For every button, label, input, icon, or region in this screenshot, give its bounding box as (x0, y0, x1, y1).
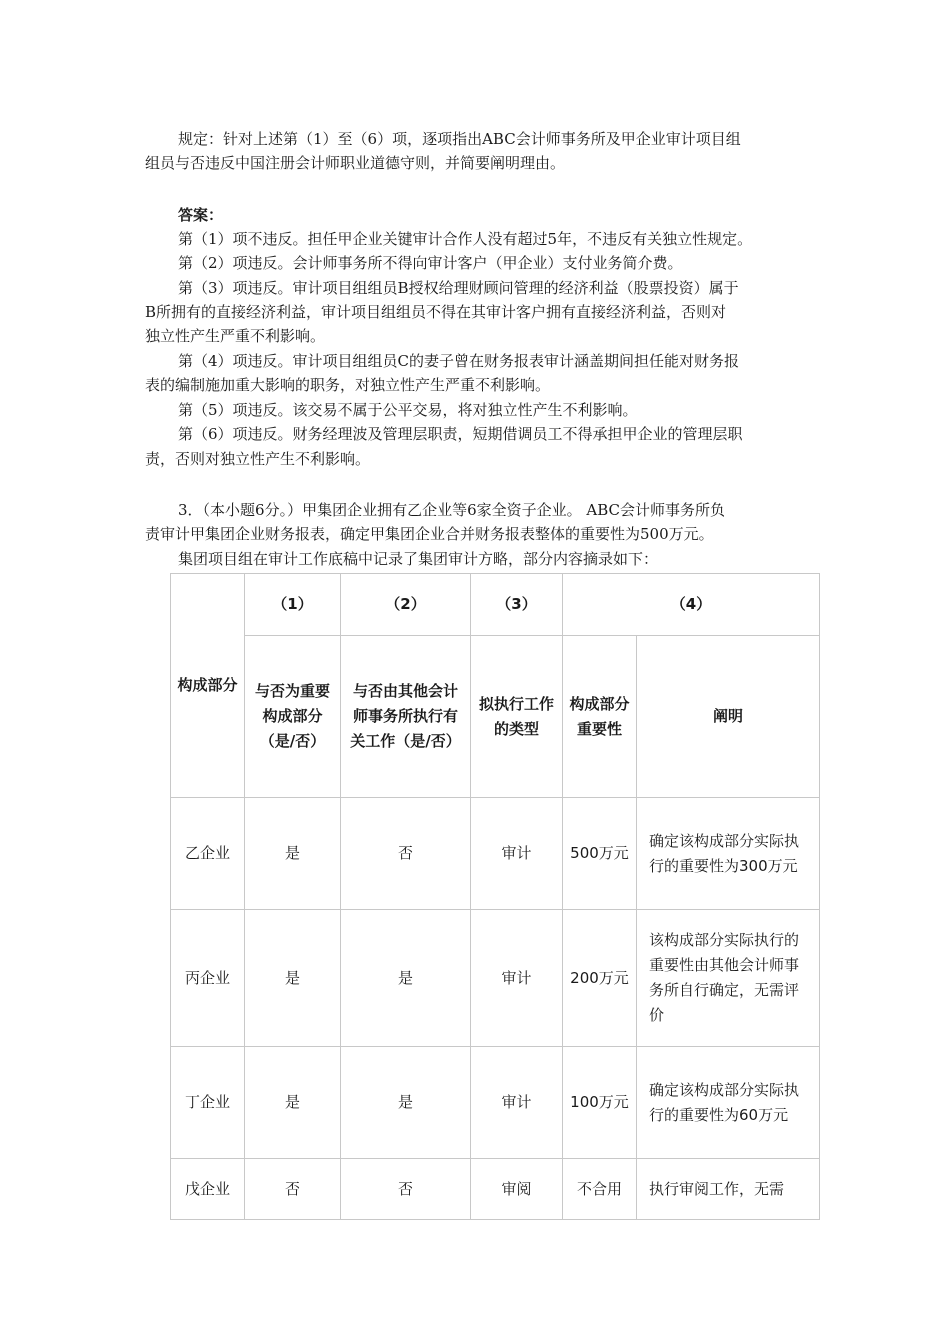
row-materiality: 200万元 (563, 910, 637, 1047)
group-audit-strategy-table (170, 573, 820, 1220)
answer-item-6-line-2: 责，否则对独立性产生不利影响。 (145, 450, 371, 468)
row-is-significant: 是 (245, 910, 341, 1047)
table-row (171, 1159, 820, 1220)
row-is-significant: 是 (245, 1047, 341, 1159)
requirement-line-2: 组员与否违反中国注册会计师职业道德守则，并简要阐明理由。 (145, 154, 566, 172)
table-row (171, 798, 820, 910)
row-component-name: 乙企业 (171, 798, 245, 910)
table-row (171, 910, 820, 1047)
answer-item-5: 第（5）项违反。该交易不属于公平交易，将对独立性产生不利影响。 (178, 401, 638, 419)
answer-heading: 答案： (178, 206, 224, 224)
row-materiality: 100万元 (563, 1047, 637, 1159)
answer-item-3-line-2: B所拥有的直接经济利益，审计项目组组员不得在其审计客户拥有直接经济利益，否则对 (145, 303, 727, 321)
header-other-firm: 与否由其他会计师事务所执行有关工作（是/否） (341, 636, 471, 798)
row-materiality: 不合用 (563, 1159, 637, 1220)
row-other-firm: 否 (341, 1159, 471, 1220)
table-header-row-titles (171, 636, 820, 798)
answer-item-4-line-1: 第（4）项违反。审计项目组组员C的妻子曾在财务报表审计涵盖期间担任能对财务报 (178, 352, 740, 370)
header-work-type: 拟执行工作的类型 (471, 636, 563, 798)
question-3-line-3: 集团项目组在审计工作底稿中记录了集团审计方略，部分内容摘录如下： (178, 550, 659, 568)
row-work-type: 审计 (471, 910, 563, 1047)
header-number-2: （2） (341, 574, 471, 636)
answer-item-4-line-2: 表的编制施加重大影响的职务，对独立性产生严重不利影响。 (145, 376, 551, 394)
table-row (171, 1047, 820, 1159)
row-other-firm: 是 (341, 910, 471, 1047)
question-3-line-1: 3．（本小题6分。）甲集团企业拥有乙企业等6家全资子企业。 ABC会计师事务所负 (178, 501, 726, 519)
answer-item-6-line-1: 第（6）项违反。财务经理波及管理层职责，短期借调员工不得承担甲企业的管理层职 (178, 425, 743, 443)
row-materiality: 500万元 (563, 798, 637, 910)
row-component-name: 丁企业 (171, 1047, 245, 1159)
row-explanation: 执行审阅工作，无需 (637, 1159, 820, 1220)
row-explanation: 确定该构成部分实际执行的重要性为60万元 (637, 1047, 820, 1159)
row-other-firm: 是 (341, 1047, 471, 1159)
header-component-materiality: 构成部分重要性 (563, 636, 637, 798)
answer-item-3-line-3: 独立性产生严重不利影响。 (145, 327, 326, 345)
row-is-significant: 否 (245, 1159, 341, 1220)
header-number-3: （3） (471, 574, 563, 636)
row-component-name: 戊企业 (171, 1159, 245, 1220)
header-component: 构成部分 (171, 574, 245, 798)
row-work-type: 审计 (471, 798, 563, 910)
header-number-4: （4） (563, 574, 820, 636)
header-number-1: （1） (245, 574, 341, 636)
row-other-firm: 否 (341, 798, 471, 910)
requirement-line-1: 规定：针对上述第（1）至（6）项，逐项指出ABC会计师事务所及甲企业审计项目组 (178, 130, 741, 148)
row-component-name: 丙企业 (171, 910, 245, 1047)
question-3-line-2: 责审计甲集团企业财务报表，确定甲集团企业合并财务报表整体的重要性为500万元。 (145, 525, 714, 543)
row-is-significant: 是 (245, 798, 341, 910)
header-is-significant: 与否为重要构成部分（是/否） (245, 636, 341, 798)
row-work-type: 审阅 (471, 1159, 563, 1220)
table-header-row-numbers (171, 574, 820, 636)
row-explanation: 确定该构成部分实际执行的重要性为300万元 (637, 798, 820, 910)
answer-item-2: 第（2）项违反。会计师事务所不得向审计客户（甲企业）支付业务简介费。 (178, 254, 683, 272)
answer-item-1: 第（1）项不违反。担任甲企业关键审计合作人没有超过5年，不违反有关独立性规定。 (178, 230, 753, 248)
header-explanation: 阐明 (637, 636, 820, 798)
row-explanation: 该构成部分实际执行的重要性由其他会计师事务所自行确定，无需评价 (637, 910, 820, 1047)
answer-item-3-line-1: 第（3）项违反。审计项目组组员B授权给理财顾问管理的经济利益（股票投资）属于 (178, 279, 739, 297)
row-work-type: 审计 (471, 1047, 563, 1159)
